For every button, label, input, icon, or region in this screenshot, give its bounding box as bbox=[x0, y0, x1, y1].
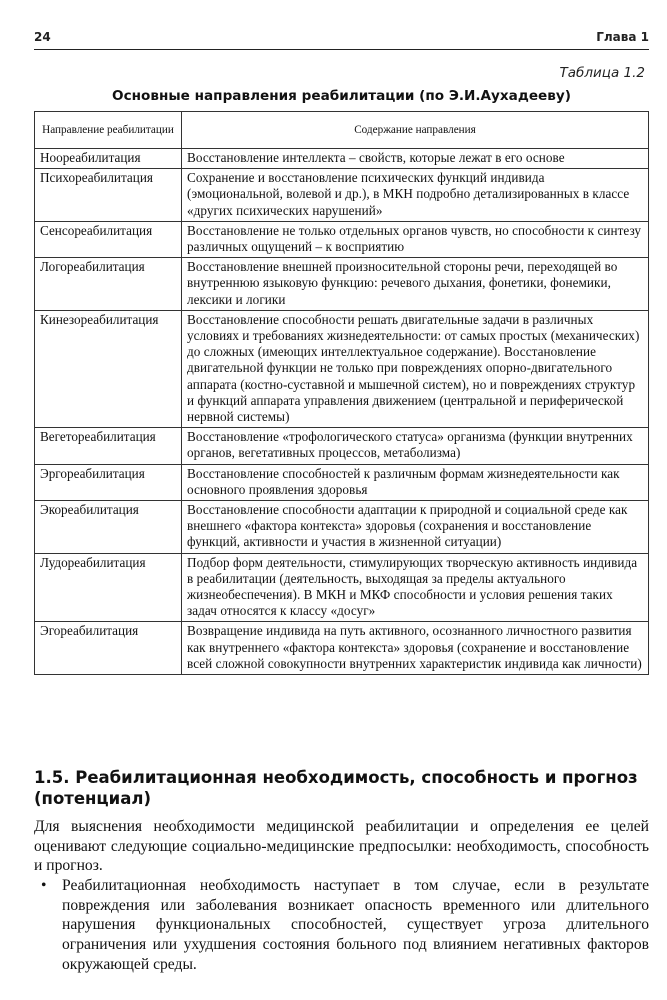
direction-cell: Экореабилитация bbox=[35, 501, 182, 554]
content-cell: Восстановление способности адаптации к природной и социальной среде как внешнего «фактора контекста» здоровья (сохранения и восстановление функций, активности и участия в жизненной ситуации) bbox=[182, 501, 649, 554]
content-cell: Сохранение и восстановление психических функций индивида (эмоциональной, волевой и др.), в МКН подробно детализированных в классе «других психических нарушений» bbox=[182, 169, 649, 222]
content-cell: Восстановление внешней произносительной стороны речи, переходящей во внутреннюю языковую функцию: речевого дыхания, фонетики, фонемики, лексики и логики bbox=[182, 258, 649, 311]
body-paragraph: Для выяснения необходимости медицинской реабилитации и определения ее целей оценивают следующие социально-медицинские предпосылки: необходимость, способность и прогноз. bbox=[34, 818, 649, 875]
direction-cell: Кинезореабилитация bbox=[35, 310, 182, 427]
table-row bbox=[35, 622, 649, 675]
content-cell: Восстановление способностей к различным формам жизнедеятельности как основного проявления здоровья bbox=[182, 464, 649, 500]
table-body bbox=[35, 149, 649, 675]
table-row bbox=[35, 428, 649, 464]
table-row bbox=[35, 501, 649, 554]
content-cell: Подбор форм деятельности, стимулирующих творческую активность индивида в реабилитации (деятельность, выходящая за пределы актуального жизнеобеспечения). В МКН и МКФ способности и условия решения таких задач относятся к классу «досуг» bbox=[182, 553, 649, 622]
direction-cell: Психореабилитация bbox=[35, 169, 182, 222]
direction-cell: Эгореабилитация bbox=[35, 622, 182, 675]
page-number: 24 bbox=[34, 30, 51, 44]
table-header-row bbox=[35, 112, 649, 149]
table-row bbox=[35, 169, 649, 222]
table-row bbox=[35, 310, 649, 427]
bullet-marker: • bbox=[41, 877, 47, 894]
chapter-label: Глава 1 bbox=[596, 30, 649, 44]
direction-cell: Ноореабилитация bbox=[35, 149, 182, 169]
table-row bbox=[35, 149, 649, 169]
table-row bbox=[35, 258, 649, 311]
content-cell: Возвращение индивида на путь активного, осознанного личностного развития как внутреннего «фактора контекста» здоровья (сохранение и восстановление всей сложной совокупности внутренних характеристик индивида как личности) bbox=[182, 622, 649, 675]
table-label: Таблица 1.2 bbox=[559, 65, 645, 81]
table-row bbox=[35, 464, 649, 500]
direction-cell: Лудореабилитация bbox=[35, 553, 182, 622]
running-header bbox=[34, 30, 649, 48]
bullet-text: Реабилитационная необходимость наступает в том случае, если в результате повреждения или заболевания возникает опасность временного или длительного нарушения функциональных способностей, существует угроза длительного ограничения или ухудшения состояния больного под влиянием негативных факторов окружающей среды. bbox=[62, 877, 649, 973]
content-cell: Восстановление интеллекта – свойств, которые лежат в его основе bbox=[182, 149, 649, 169]
table-row bbox=[35, 221, 649, 257]
direction-cell: Эргореабилитация bbox=[35, 464, 182, 500]
table-row bbox=[35, 553, 649, 622]
table-title: Основные направления реабилитации (по Э.И.Аухадееву) bbox=[112, 88, 571, 104]
bullet-item bbox=[41, 876, 649, 975]
content-cell: Восстановление не только отдельных органов чувств, но способности к синтезу различных ощущений – к восприятию bbox=[182, 221, 649, 257]
direction-cell: Вегетореабилитация bbox=[35, 428, 182, 464]
direction-cell: Сенсореабилитация bbox=[35, 221, 182, 257]
section-heading: 1.5. Реабилитационная необходимость, способность и прогноз (потенциал) bbox=[34, 768, 638, 808]
content-cell: Восстановление «трофологического статуса» организма (функции внутренних органов, вегетативных процессов, метаболизма) bbox=[182, 428, 649, 464]
column-header-direction: Направление реабилитации bbox=[35, 112, 182, 149]
content-cell: Восстановление способности решать двигательные задачи в различных условиях и требованиях жизнедеятельности: от самых простых (механических) до сложных (имеющих интеллектуальное содержание). Восстановление двигательной функции не только при повреждениях опорно-двигательного аппарата (костно-суставной и мышечной систем), но и повреждениях структур и функций аппарата управления движением (центральной и периферической нервной системы) bbox=[182, 310, 649, 427]
header-rule bbox=[34, 49, 649, 50]
direction-cell: Логореабилитация bbox=[35, 258, 182, 311]
column-header-content: Содержание направления bbox=[182, 112, 649, 149]
rehabilitation-table bbox=[34, 111, 649, 675]
